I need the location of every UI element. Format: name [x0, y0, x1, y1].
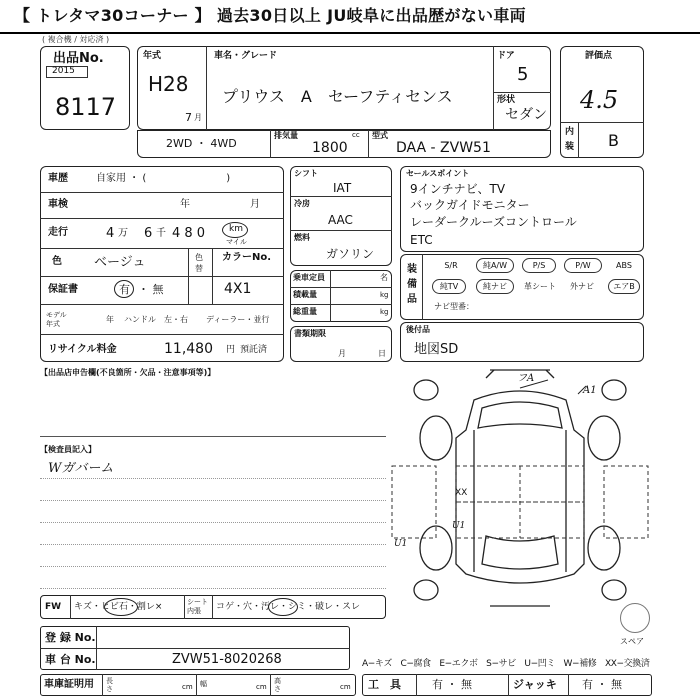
disp-label: 排気量 [274, 131, 298, 140]
model-year-label: モデル年式 [46, 311, 67, 328]
size-cell: cm [340, 683, 351, 691]
body-type: セダン [505, 107, 548, 123]
warranty-label: 保証書 [48, 284, 78, 295]
displacement: 1800 [312, 140, 348, 156]
equip-power-steering: P/S [522, 258, 556, 273]
inspector-label: 【検査員記入】 [40, 445, 96, 454]
equip-abs: ABS [616, 261, 632, 270]
color-no: 4X1 [224, 281, 252, 297]
cap-unit: 名 [380, 273, 388, 282]
score: 4.5 [580, 86, 619, 114]
equip-sr: S/R [444, 261, 458, 270]
size-cell: cm [256, 683, 267, 691]
mark-exchanged: XX [455, 488, 468, 498]
month-unit: 月 [194, 113, 202, 122]
seat-label: シート 内張 [187, 598, 208, 615]
doc-month: 月 [338, 349, 346, 358]
mark-dent-left: U1 [452, 521, 466, 531]
mileage-man: 4 [106, 226, 115, 241]
jack-value: 有 ・ 無 [582, 678, 622, 691]
reg-label: 登 録 No. [45, 631, 96, 644]
recycle-label: リサイクル料金 [48, 344, 117, 355]
size-cell: cm [182, 683, 193, 691]
model-label: 型式 [372, 131, 388, 140]
model-code: DAA - ZVW51 [396, 140, 491, 156]
equipment-label: 装備品 [407, 264, 417, 305]
lot-stamp: 2015 [52, 66, 75, 76]
seat-circle [268, 598, 298, 616]
mileage-label: 走行 [48, 227, 68, 238]
doc-day: 日 [378, 349, 386, 358]
handle: ハンドル 左・右 [124, 315, 188, 324]
cap-label: 乗車定員 [293, 273, 325, 282]
doc-label: 書類期限 [294, 329, 326, 338]
load-unit: kg [380, 291, 389, 299]
era-year: H28 [148, 72, 189, 96]
unit-km: km [229, 224, 243, 234]
size-cell: 高さ [274, 677, 281, 693]
ac-value: AAC [328, 213, 353, 227]
mileage-rest: 4 8 0 [172, 226, 206, 241]
selling-item: バックガイドモニター [410, 198, 530, 212]
history-value: 自家用 ・ ( ) [96, 173, 231, 184]
interior-label-1: 内 [565, 127, 575, 137]
year-label: 年式 [143, 51, 162, 61]
navi-label: ナビ型番： [434, 302, 474, 311]
equip-tv: 純TV [432, 279, 466, 294]
dealer: ディーラー・並行 [206, 315, 270, 324]
damage-legend: A−キズ C−腐食 E−エクボ S−サビ U−凹ミ W−補修 XX−交換済 [362, 659, 650, 669]
unit-mile: マイル [226, 238, 247, 246]
seat-text: コゲ・穴・汚レ・シミ・破レ・スレ [216, 602, 361, 612]
warranty-yes: 有 [119, 283, 130, 296]
mark-hood: A1 [583, 385, 597, 396]
inspector-note: Wガバーム [48, 461, 114, 476]
color-value: ベージュ [94, 255, 146, 270]
month: 7 [185, 111, 192, 124]
fw-label: FW [45, 602, 62, 612]
jack-label: ジャッキ [513, 678, 557, 691]
exhibitor-label: 【出品店申告欄(不良箇所・欠品・注意事項等)】 [40, 368, 216, 377]
car-diagram [390, 368, 650, 608]
shift-value: IAT [333, 181, 352, 195]
history-box [40, 166, 284, 362]
mark-dent-side: U1 [394, 539, 408, 549]
spare-circle [620, 603, 650, 633]
equip-alloy-wheel: 純A/W [476, 258, 514, 273]
recycle-value: 11,480 [164, 341, 213, 357]
equip-leather: 革シート [524, 282, 556, 291]
weight-unit: kg [380, 308, 389, 316]
ac-label: 冷房 [294, 199, 310, 208]
lot-label: 出品No. [53, 51, 104, 66]
unit-sen: 千 [156, 228, 166, 239]
recycle-note: 預託済 [240, 345, 268, 355]
after-label: 後付品 [406, 325, 430, 334]
doors: 5 [517, 64, 529, 85]
unit-man: 万 [118, 228, 128, 239]
after-value: 地図SD [414, 342, 459, 357]
chassis-label: 車 台 No. [45, 653, 96, 666]
score-label: 評価点 [585, 51, 613, 61]
color-no-label: カラーNo. [222, 252, 272, 263]
name-label: 車名・グレード [214, 51, 278, 61]
inspect-year: 年 [180, 199, 190, 210]
selling-item: 9インチナビ、TV [410, 182, 506, 196]
fuel-value: ガソリン [326, 247, 375, 261]
car-name: プリウス A セーフティセンス [222, 87, 453, 106]
history-label: 車歴 [48, 173, 68, 184]
disp-unit: cc [352, 131, 360, 139]
sub-label: ( 複合機 / 対応済 ) [42, 35, 110, 44]
selling-label: セールスポイント [406, 169, 470, 178]
recycle-unit: 円 [226, 345, 236, 355]
shape-label: 形状 [497, 95, 516, 105]
size-cell: 長さ [106, 677, 113, 693]
fw-circle [104, 598, 138, 616]
mark-front: フA [517, 373, 535, 384]
selling-item: ETC [410, 233, 433, 247]
equip-airbag: エアB [608, 279, 640, 294]
size-cell: 幅 [200, 680, 207, 688]
selling-item: レーダークルーズコントロール [410, 215, 577, 229]
tools-label: 工 具 [368, 678, 401, 691]
equip-power-window: P/W [564, 258, 602, 273]
shift-label: シフト [294, 169, 318, 178]
banner-text: 【 トレタマ30コーナー 】 過去30日以上 JU岐阜に出品歴がない車両 [14, 6, 526, 25]
equip-ext-navi: 外ナビ [570, 282, 594, 291]
inspect-month: 月 [250, 199, 260, 210]
interior-grade: B [608, 131, 619, 150]
interior-label-2: 装 [565, 142, 575, 152]
chassis-number: ZVW51-8020268 [172, 652, 282, 667]
fw-text: キズ・ヒビ石・割レ× [74, 602, 163, 612]
drive: 2WD ・ 4WD [166, 137, 237, 150]
tools-value: 有 ・ 無 [432, 678, 472, 691]
load-label: 積載量 [293, 290, 317, 299]
size-label: 車庫証明用 [44, 679, 94, 690]
doors-label: ドア [497, 51, 515, 61]
fuel-label: 燃料 [294, 233, 310, 242]
inspect-label: 車検 [48, 199, 68, 210]
spare-label: スペア [620, 637, 644, 646]
equip-navi: 純ナビ [476, 279, 514, 294]
weight-label: 総重量 [293, 307, 317, 316]
mileage-sen: 6 [144, 226, 153, 241]
warranty-no: ・ 無 [138, 283, 164, 296]
lot-number: 8117 [55, 93, 117, 121]
color-change: 色替 [195, 253, 203, 273]
color-label: 色 [52, 256, 62, 267]
model-year-unit: 年 [106, 315, 114, 324]
